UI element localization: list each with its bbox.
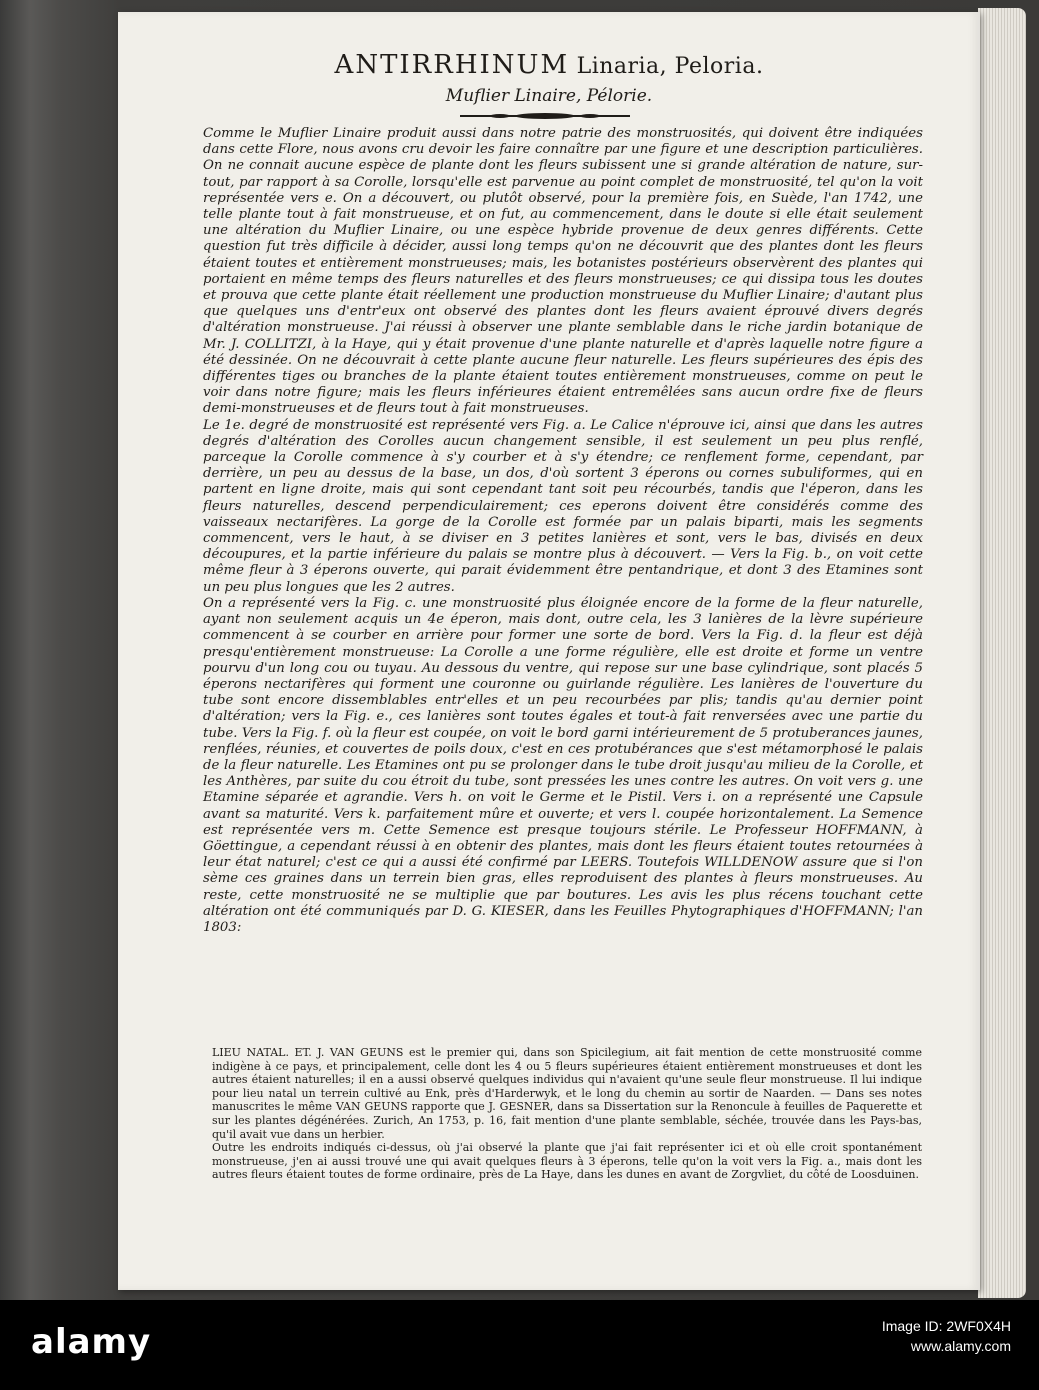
outre-note: Outre les endroits indiqués ci-dessus, où j'ai observé la plante que j'ai fait représenter ici et où elle croit spontanément monstrueuse, j'en ai aussi trouvé une qui avait quelques fleurs à 3 éperons, telle qu'on la voit vers la Fig. a., mais dont les autres fleurs étaient toutes de forme ordinaire, près de La Haye, dans les dunes en avant de Zorgvliet, du côté de Loosduinen.	[212, 1141, 922, 1182]
page-subtitle: Muflier Linaire, Pélorie.	[445, 86, 653, 106]
description-text	[203, 126, 923, 936]
book-page	[118, 12, 980, 1290]
paragraph-intro: Comme le Muflier Linaire produit aussi dans notre patrie des monstruosités, qui doivent être indiquées dans cette Flore, nous avons cru devoir les faire connaître par une figure et une description particulières. On ne connait aucune espèce de plante dont les fleurs subissent une si grande altération de nature, sur-tout, par rapport à sa Corolle, lorsqu'elle est parvenue au point complet de monstruosité, tel qu'on la voit représentée vers e. On a découvert, ou plutôt observé, pour la première fois, en Suède, l'an 1742, une telle plante tout à fait monstrueuse, et on fut, au commencement, dans le doute si elle était seulement une altération du Muflier Linaire, ou une espèce hybride provenue de deux genres différents. Cette question fut très difficile à décider, aussi long temps qu'on ne découvrit que des plantes dont les fleurs étaient toutes et entièrement monstrueuses; mais, les botanistes postérieurs observèrent des plantes qui portaient en même temps des fleurs naturelles et des fleurs monstrueuses; ce qui dissipa tous les doutes et prouva que cette plante était réellement une production monstrueuse du Muflier Linaire; d'autant plus que quelques uns d'entr'eux ont observé des plantes dont les fleurs avaient éprouvé divers degrés d'altération monstrueuse. J'ai réussi à observer une plante semblable dans le riche jardin botanique de Mr. J. COLLITZI, à la Haye, qui y était provenue d'une plante naturelle et d'après laquelle notre figure a été dessinée. On ne découvrait à cette plante aucune fleur naturelle. Les fleurs supérieures des épis des différentes tiges ou branches de la plante étaient toutes entièrement monstrueuses, comme on peut le voir dans notre figure; mais les fleurs inférieures étaient entremêlées sans aucun ordre fixe de fleurs demi-monstrueuses et de fleurs tout à fait monstrueuses.	[203, 126, 923, 417]
page-title	[118, 50, 980, 80]
ornament-rule	[460, 112, 630, 120]
paragraph-degree-one: Le 1e. degré de monstruosité est représenté vers Fig. a. Le Calice n'éprouve ici, ainsi que dans les autres degrés d'altération des Corolles aucun changement sensible, il est seulement un peu plus renflé, parceque la Corolle commence à s'y courber et à s'y étendre; ce renflement forme, cependant, par derrière, un peu au dessus de la base, un dos, d'où sortent 3 éperons ou cornes subuliformes, qui en partent en ligne droite, mais qui sont cependant tant soit peu récourbés, tandis que l'éperon, dans les fleurs naturelles, descend perpendiculairement; ces eperons doivent être considérés comme des vaisseaux nectarifères. La gorge de la Corolle est formée par un palais biparti, mais les segments commencent, vers le haut, à se diviser en 3 petites lanières et sont, vers le bas, divisés en deux découpures, et la partie inférieure du palais se montre plus à découvert. — Vers la Fig. b., on voit cette même fleur à 3 éperons ouverte, qui parait évidemment être pentandrique, et dont 3 des Etamines sont un peu plus longues que les 2 autres.	[203, 417, 923, 595]
lieu-natal-note: LIEU NATAL. ET. J. VAN GEUNS est le premier qui, dans son Spicilegium, ait fait mention de cette monstruosité comme indigène à ce pays, et principalement, celle dont les 4 ou 5 fleurs supérieures étaient entièrement monstrueuses et dont les autres étaient naturelles; il en a aussi observé quelques individus qui n'avaient qu'une seule fleur monstrueuse. Il lui indique pour lieu natal un terrein cultivé au Enk, près d'Harderwyk, et le long du chemin au sortir de Naarden. — Dans ses notes manuscrites le même VAN GEUNS rapporte que J. GESNER, dans sa Dissertation sur la Renoncule à feuilles de Paquerette et sur les plantes dégénérées. Zurich, An 1753, p. 16, fait mention d'une plante semblable, séchée, trouvée dans les Pays-bas, qu'il avait vue dans un herbier.	[212, 1046, 922, 1141]
site-url-text: www.alamy.com	[910, 1338, 1011, 1354]
title-species: Linaria, Peloria.	[576, 54, 764, 79]
image-id-text: Image ID: 2WF0X4H	[881, 1318, 1011, 1334]
page-edges	[978, 8, 1026, 1298]
habitat-notes	[212, 1046, 922, 1182]
footer-meta	[882, 1316, 1011, 1356]
paragraph-figures: On a représenté vers la Fig. c. une monstruosité plus éloignée encore de la forme de la fleur naturelle, ayant non seulement acquis un 4e éperon, mais dont, outre cela, les 3 lanières de la lèvre supérieure commencent à se courber en arrière pour former une sorte de bord. Vers la Fig. d. la fleur est déjà presqu'entièrement monstrueuse: La Corolle a une forme régulière, elle est droite et forme un ventre pourvu d'un long cou ou tuyau. Au dessous du ventre, qui repose sur une base cylindrique, sont placés 5 éperons nectarifères qui forment une couronne ou guirlande régulière. Les lanières de l'ouverture du tube sont encore dissemblables entr'elles et un peu recourbées par plis; tandis qu'au dernier point d'altération; vers la Fig. e., ces lanières sont toutes égales et tout-à fait renversées avec une partie du tube. Vers la Fig. f. où la fleur est coupée, on voit le bord garni intérieurement de 5 protuberances jaunes, renflées, réunies, et couvertes de poils doux, c'est en ces protubérances que s'est métamorphosé le palais de la fleur naturelle. Les Etamines ont pu se prolonger dans le tube droit jusqu'au milieu de la Corolle, et les Anthères, par suite du cou étroit du tube, sont pressées les unes contre les autres. On voit vers g. une Etamine séparée et agrandie. Vers h. on voit le Germe et le Pistil. Vers i. on a représenté une Capsule avant sa maturité. Vers k. parfaitement mûre et ouverte; et vers l. coupée horizontalement. La Semence est représentée vers m. Cette Semence est presque toujours stérile. Le Professeur HOFFMANN, à Göettingue, a cependant réussi à en obtenir des plantes, mais dont les fleurs étaient toutes retournées à leur état naturel; c'est ce qui a aussi été confirmé par LEERS. Toutefois WILLDENOW assure que si l'on sème ces graines dans un terrein bien gras, elles reproduisent des plantes à fleurs monstrueuses. Au reste, cette monstruosité ne se multiplie que par boutures. Les avis les plus récens touchant cette altération ont été communiqués par D. G. KIESER, dans les Feuilles Phytographiques d'HOFFMANN; l'an 1803:	[203, 595, 923, 935]
title-genus: ANTIRRHINUM	[334, 50, 570, 80]
alamy-logo: alamy	[31, 1322, 152, 1362]
